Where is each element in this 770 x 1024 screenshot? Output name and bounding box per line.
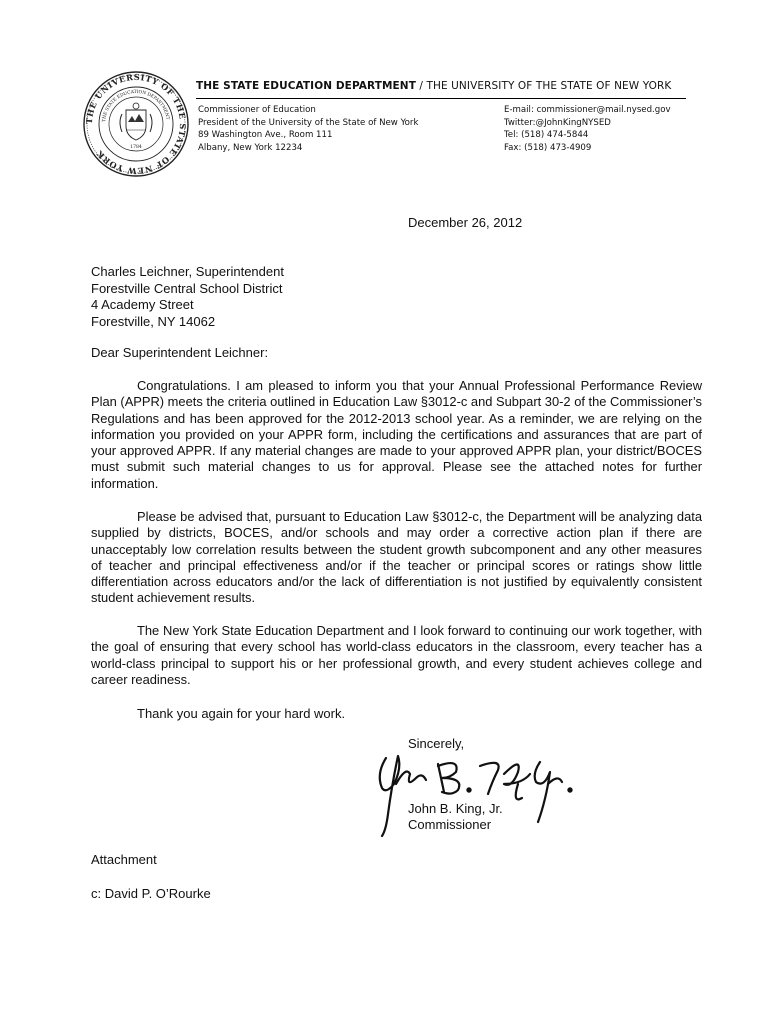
letterhead-title xyxy=(196,80,686,92)
office-line: Albany, New York 12234 xyxy=(198,142,303,153)
thanks-line: Thank you again for your hard work. xyxy=(137,706,346,721)
recipient-line: Forestville, NY 14062 xyxy=(91,313,216,329)
salutation: Dear Superintendent Leichner: xyxy=(91,345,269,360)
letterhead-org-bold: THE STATE EDUCATION DEPARTMENT xyxy=(196,80,416,92)
office-line: President of the University of the State of New York xyxy=(198,117,419,128)
recipient-address xyxy=(91,264,284,330)
cc-line: c: David P. O’Rourke xyxy=(91,886,211,901)
contact-email: E-mail: commissioner@mail.nysed.gov xyxy=(504,105,671,115)
recipient-line: Forestville Central School District xyxy=(91,280,283,296)
recipient-line: 4 Academy Street xyxy=(91,297,194,312)
attachment-note: Attachment xyxy=(91,852,157,867)
contact-tel: Tel: (518) 474-5844 xyxy=(504,130,589,141)
letterhead xyxy=(196,80,686,154)
body-paragraph: Congratulations. I am pleased to inform you that your Annual Professional Performance Review Plan (APPR) meets the criteria outlined in Education Law §3012-c and Subpart 30-2 of the Commissioner’s Regulations and has been approved for the 2012-2013 school year. As a reminder, we are relying on the information you provided on your APPR form, including the certifications and assurances that are part of your approved APPR. If any material changes are made to your approved APPR plan, your district/BOCES must submit such material changes to us for approval. Please see the attached notes for further information. xyxy=(91,378,702,491)
contact-fax: Fax: (518) 473-4909 xyxy=(504,142,592,153)
signer-name: John B. King, Jr. xyxy=(408,801,503,816)
office-line: 89 Washington Ave., Room 111 xyxy=(198,130,333,141)
closing: Sincerely, xyxy=(408,736,465,751)
state-seal-logo xyxy=(82,70,190,178)
svg-text:THE UNIVERSITY OF THE STATE OF: THE UNIVERSITY OF THE STATE OF NEW YORK xyxy=(83,71,189,177)
letterhead-rule xyxy=(196,98,686,99)
body-paragraph: Please be advised that, pursuant to Education Law §3012-c, the Department will be analyzing data supplied by districts, BOCES, and/or schools and may order a corrective action plan if there are unacceptably low correlation results between the student growth subcomponent and any other measures of teacher and principal effectiveness and/or if the teacher or principal scores or ratings show little differentiation across educators and/or the lack of differentiation is not justified by equivalently consistent student achievement results. xyxy=(91,509,702,606)
office-line: Commissioner of Education xyxy=(198,105,316,115)
letterhead-org-rest: / THE UNIVERSITY OF THE STATE OF NEW YORK xyxy=(415,80,672,92)
letterhead-office-info xyxy=(196,104,418,154)
signer-block xyxy=(408,801,503,833)
body-paragraph: The New York State Education Department and I look forward to continuing our work together, with the goal of ensuring that every school has world-class educators in the classroom, every teacher has a world-class principal to support his or her professional growth, and every student achieves college and career readiness. xyxy=(91,623,702,687)
contact-twitter: Twitter:@JohnKingNYSED xyxy=(504,117,611,128)
svg-text:THE STATE EDUCATION DEPARTMENT: THE STATE EDUCATION DEPARTMENT xyxy=(102,89,170,123)
svg-text:1784: 1784 xyxy=(130,145,142,150)
recipient-line: Charles Leichner, Superintendent xyxy=(91,264,284,279)
letterhead-contact-info xyxy=(504,104,686,154)
letter-date: December 26, 2012 xyxy=(408,215,523,230)
signer-title: Commissioner xyxy=(408,817,492,832)
